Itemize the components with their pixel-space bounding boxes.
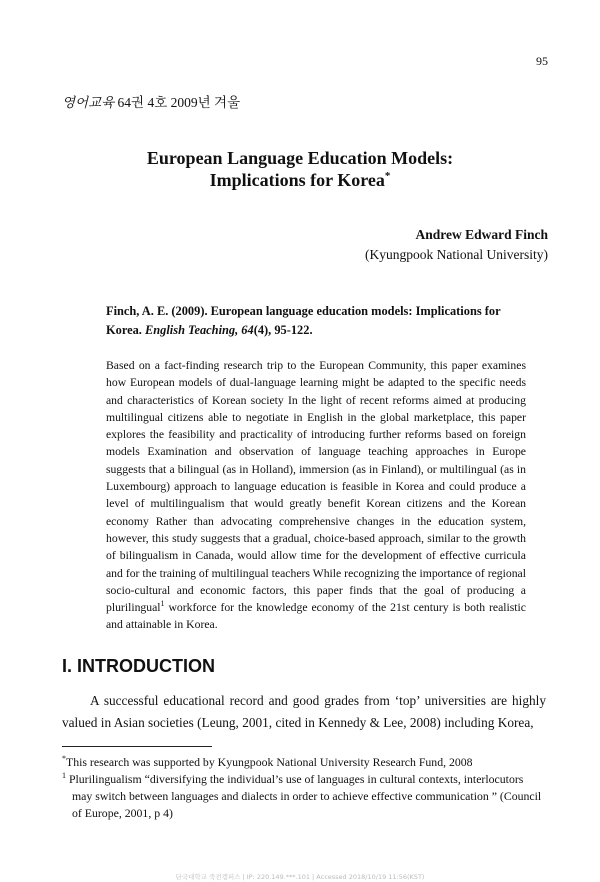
footnote-1-mark: * bbox=[62, 754, 66, 764]
author-name: Andrew Edward Finch bbox=[415, 227, 548, 242]
author-affiliation: (Kyungpook National University) bbox=[365, 247, 548, 262]
access-watermark: 단국대학교 죽전캠퍼스 | IP: 220.149.***.101 | Accessed 2018/10/19 11:56(KST) bbox=[175, 873, 425, 881]
citation-rest: (4), 95-122. bbox=[253, 323, 313, 337]
journal-name: 영어교육 bbox=[62, 95, 115, 110]
title-line-2-text: Implications for Korea bbox=[209, 170, 385, 190]
footnote-divider bbox=[62, 746, 212, 747]
page-number: 95 bbox=[536, 54, 548, 68]
footnote-1 bbox=[62, 754, 546, 771]
footnote-2-mark: 1 bbox=[62, 771, 66, 781]
footnote-2-text: Plurilingualism “diversifying the individual’s use of languages in cultural contexts, interlocutors may switch between languages and dialects in order to achieve effective communication ” (Council of Europe, 2001, p 4) bbox=[66, 772, 542, 820]
footnote-2 bbox=[62, 771, 546, 822]
abstract-part-2: workforce for the knowledge economy of the 21st century is both realistic and attainable in Korea. bbox=[106, 601, 526, 632]
section-heading: I. INTRODUCTION bbox=[62, 656, 215, 676]
abstract-footnote-mark: 1 bbox=[160, 599, 165, 609]
journal-issue: 64권 4호 2009년 겨울 bbox=[117, 95, 241, 110]
abstract-part-1: Based on a fact-finding research trip to the European Community, this paper examines how European models of dual-language learning might be adapted to the specific needs and characteristics of Korean society In the light of recent reforms aimed at producing multilingual citizens able to negotiate in English in the global marketplace, this paper explores the feasibility and practicality of introducing further reforms based on foreign models Examination and observation of language teaching approaches in Europe suggests that a bilingual (as in Holland), immersion (as in Finland), or multilingual (as in Luxembourg) approach to language education is feasible in Korea and could produce a level of multilingualism that would greatly benefit Korean citizens and the Korean economy Rather than advocating comprehensive changes in the education system, however, this study suggests that a gradual, choice-based approach, similar to the growth of bilingualism in Canada, would allow time for the development of effective curricula and for the training of multilingual teachers While recognizing the importance of regional socio-cultural and economic factors, this paper finds that the goal of producing a plurilingual bbox=[106, 359, 526, 615]
title-line-2 bbox=[0, 169, 600, 191]
journal-header bbox=[62, 91, 240, 111]
body-paragraph: A successful educational record and good grades from ‘top’ universities are highly valued in Asian societies (Leung, 2001, cited in Kennedy & Lee, 2008) including Korea, bbox=[62, 693, 546, 730]
title-line-1: European Language Education Models: bbox=[146, 148, 454, 168]
abstract bbox=[106, 357, 526, 634]
title-footnote-mark: * bbox=[384, 170, 391, 182]
citation-text: Finch, A. E. (2009). European language education models: Implications for Korea. bbox=[106, 304, 501, 337]
citation bbox=[106, 302, 526, 340]
citation-journal: English Teaching, 64 bbox=[145, 323, 254, 337]
footnote-1-text: This research was supported by Kyungpook National University Research Fund, 2008 bbox=[66, 755, 473, 769]
paper-title bbox=[0, 147, 600, 191]
